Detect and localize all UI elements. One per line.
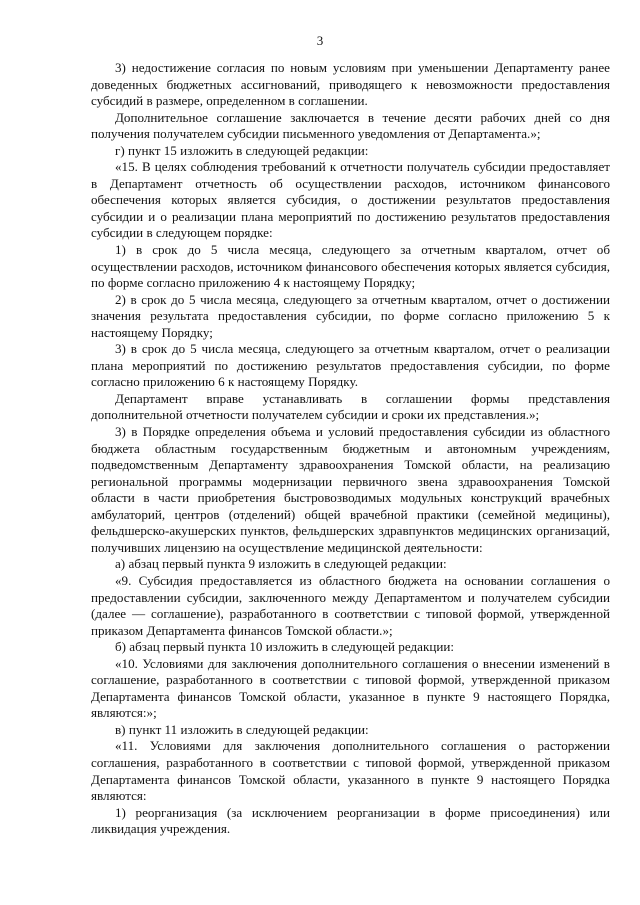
paragraph: «9. Субсидия предоставляется из областного бюджета на основании соглашения о предоставлении субсидии, заключенного между Департаментом и получателем субсидии (далее — соглашение), разработанного в соответствии с типовой формой, утвержденной приказом Департамента финансов Томской области.»; xyxy=(91,572,610,638)
paragraph: Департамент вправе устанавливать в соглашении формы представления дополнительной отчетности получателем субсидии и сроки их представления.»; xyxy=(91,390,610,423)
paragraph: Дополнительное соглашение заключается в течение десяти рабочих дней со дня получения получателем субсидии письменного уведомления от Департамента.»; xyxy=(91,109,610,142)
document-body xyxy=(91,60,610,838)
paragraph: «10. Условиями для заключения дополнительного соглашения о внесении изменений в соглашение, разработанного в соответствии с типовой формой, утвержденной приказом Департамента финансов Томской области, указанное в пункте 9 настоящего Порядка, являются:»; xyxy=(91,655,610,721)
paragraph: «15. В целях соблюдения требований к отчетности получатель субсидии предоставляет в Департамент отчетность об осуществлении расходов, источником финансового обеспечения которых является субсидия, о достижении результатов предоставления субсидии и о реализации плана мероприятий по достижению результатов предоставления субсидии в следующем порядке: xyxy=(91,159,610,241)
paragraph: 3) в срок до 5 числа месяца, следующего за отчетным кварталом, отчет о реализации плана мероприятий по достижению результатов предоставления субсидии, по форме согласно приложению 6 к настоящему Порядку. xyxy=(91,341,610,390)
paragraph: 3) недостижение согласия по новым условиям при уменьшении Департаменту ранее доведенных бюджетных ассигнований, приводящего к невозможности предоставления субсидий в размере, определенном в соглашении. xyxy=(91,60,610,109)
page-number: 3 xyxy=(316,33,324,48)
paragraph: г) пункт 15 изложить в следующей редакции: xyxy=(115,142,369,158)
paragraph: 1) в срок до 5 числа месяца, следующего за отчетным кварталом, отчет об осуществлении расходов, источником финансового обеспечения которых является субсидия, по форме согласно приложению 4 к настоящему Порядку; xyxy=(91,242,610,291)
paragraph: 1) реорганизация (за исключением реорганизации в форме присоединения) или ликвидация учреждения. xyxy=(91,804,610,837)
paragraph: в) пункт 11 изложить в следующей редакции: xyxy=(115,721,369,737)
paragraph: 2) в срок до 5 числа месяца, следующего за отчетным кварталом, отчет о достижении значения результата предоставления субсидии, по форме согласно приложению 5 к настоящему Порядку; xyxy=(91,291,610,340)
paragraph: а) абзац первый пункта 9 изложить в следующей редакции: xyxy=(115,556,447,572)
paragraph: «11. Условиями для заключения дополнительного соглашения о расторжении соглашения, разработанного в соответствии с типовой формой, утвержденной приказом Департамента финансов Томской области, указанного в пункте 9 настоящего Порядка являются: xyxy=(91,738,610,804)
paragraph: б) абзац первый пункта 10 изложить в следующей редакции: xyxy=(115,639,454,655)
paragraph: 3) в Порядке определения объема и условий предоставления субсидии из областного бюджета областным государственным бюджетным и автономным учреждениям, подведомственным Департаменту здравоохранения Томской области, на реализацию региональной программы модернизации первичного звена здравоохранения Томской области в части приобретения быстровозводимых модульных конструкций врачебных амбулаторий, центров (отделений) общей врачебной практики (семейной медицины), фельдшерско-акушерских пунктов, фельдшерских здравпунктов медицинских организаций, получивших лицензию на осуществление медицинской деятельности: xyxy=(91,424,610,555)
